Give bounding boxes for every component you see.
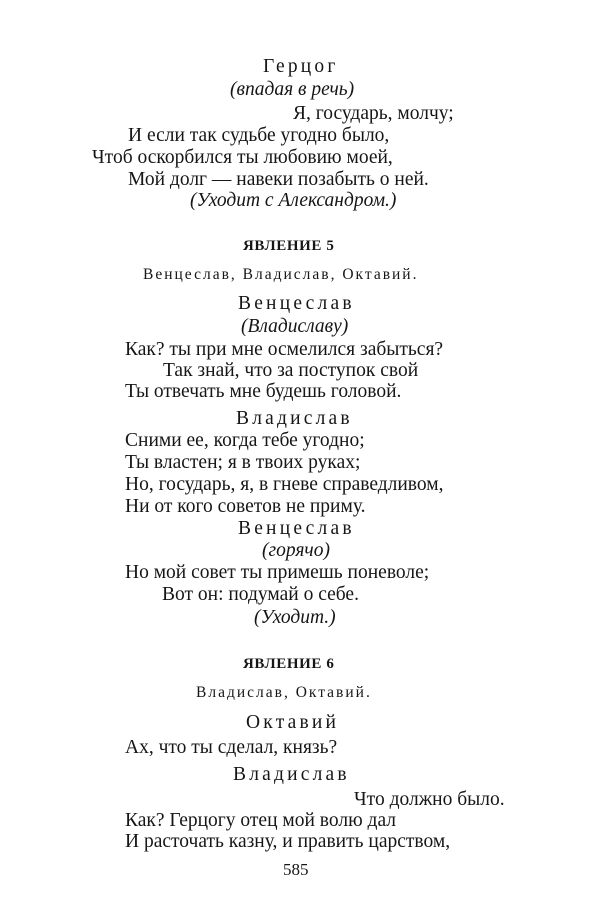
stage-direction: (горячо)	[262, 540, 330, 561]
verse-line: Вот он: подумай о себе.	[162, 584, 359, 605]
stage-direction-exit: (Уходит с Александром.)	[190, 190, 397, 211]
verse-line: Ни от кого советов не приму.	[125, 496, 366, 517]
scene-cast: Венцеслав, Владислав, Октавий.	[143, 266, 419, 283]
speaker-gertsog: Герцог	[263, 56, 339, 77]
verse-line: Ты отвечать мне будешь головой.	[125, 381, 402, 402]
verse-line: Ах, что ты сделал, князь?	[125, 737, 338, 758]
stage-direction-exit: (Уходит.)	[254, 607, 336, 628]
stage-direction: (впадая в речь)	[230, 79, 355, 100]
verse-line: И если так судьбе угодно было,	[128, 125, 390, 146]
speaker-vladislav: Владислав	[233, 764, 350, 785]
verse-line: Но, государь, я, в гневе справедливом,	[125, 474, 444, 495]
verse-line: Сними ее, когда тебе угодно;	[125, 430, 365, 451]
verse-line: Как? Герцогу отец мой волю дал	[125, 810, 397, 831]
stage-direction: (Владиславу)	[241, 316, 349, 337]
page-number: 585	[283, 860, 309, 879]
verse-line: Так знай, что за поступок свой	[163, 360, 419, 381]
verse-line: Я, государь, молчу;	[293, 103, 454, 124]
verse-line: Мой долг — навеки позабыть о ней.	[128, 169, 429, 190]
scene-heading: ЯВЛЕНИЕ 6	[243, 656, 335, 672]
verse-line: И расточать казну, и править царством,	[125, 831, 451, 852]
verse-line: Чтоб оскорбился ты любовию моей,	[92, 147, 393, 168]
verse-line: Что должно было.	[354, 789, 505, 810]
speaker-ventseslav: Венцеслав	[238, 518, 355, 539]
speaker-ventseslav: Венцеслав	[238, 293, 355, 314]
verse-line: Ты властен; я в твоих руках;	[125, 452, 361, 473]
speaker-oktaviy: Октавий	[246, 712, 340, 733]
scene-cast: Владислав, Октавий.	[196, 684, 372, 701]
speaker-vladislav: Владислав	[236, 408, 353, 429]
verse-line: Как? ты при мне осмелился забыться?	[125, 339, 444, 360]
scene-heading: ЯВЛЕНИЕ 5	[243, 238, 335, 254]
verse-line: Но мой совет ты примешь поневоле;	[125, 562, 430, 583]
